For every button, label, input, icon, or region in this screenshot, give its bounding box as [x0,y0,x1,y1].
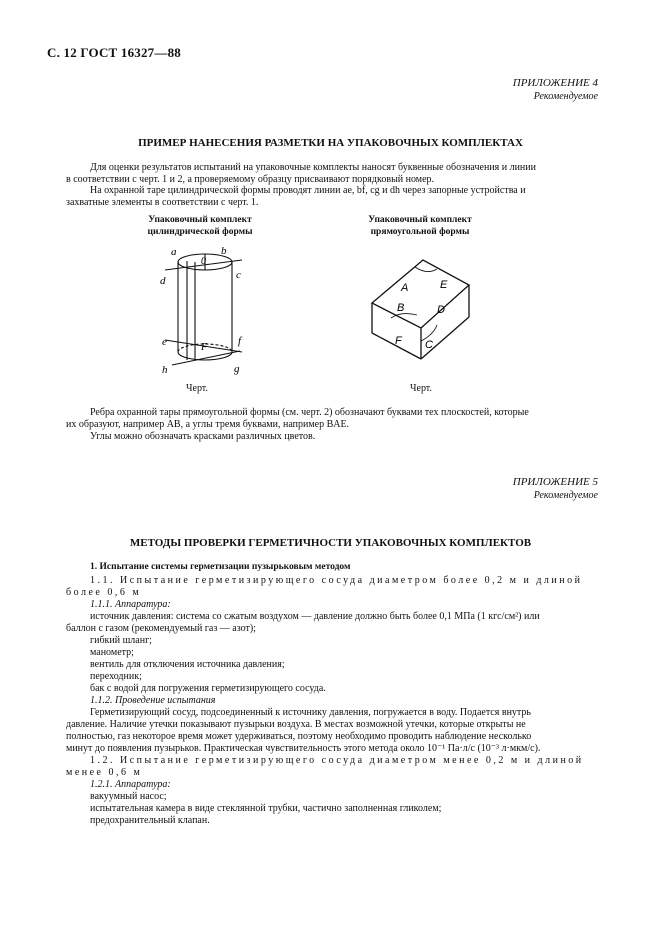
section-1-para-3-line-1: Ребра охранной тары прямоугольной формы (см. черт. 2) обозначают буквами тех плоскостей, которые [90,407,529,418]
label-f: f [238,335,242,347]
appendix-5-title: ПРИЛОЖЕНИЕ 5 [512,476,598,488]
appendix-4-status: Рекомендуемое [533,91,598,102]
equipment-2-line-1: вакуумный насос; [90,791,167,802]
figure-1-caption-line-2: цилиндрической формы [147,227,253,237]
label-E: E [440,279,448,291]
appendix-5-status: Рекомендуемое [533,490,598,501]
section-1-title: ПРИМЕР НАНЕСЕНИЯ РАЗМЕТКИ НА УПАКОВОЧНЫХ КОМПЛЕКТАХ [138,137,523,149]
box-drawing [365,255,480,365]
label-D: D [437,304,445,316]
figure-2-caption-line-2: прямоугольной формы [370,227,470,237]
section-2-heading-1: 1. Испытание системы герметизации пузырьковым методом [90,562,351,572]
equipment-line-5: вентиль для отключения источника давления; [90,659,285,670]
section-1-para-2-line-1: На охранной таре цилиндрической формы проводят линии ae, bf, cg и dh через запорные устройства и [90,185,526,196]
clause-1-1-line-2: более 0,6 м [66,587,142,598]
clause-1-1-1: 1.1.1. Аппаратура: [90,599,171,610]
clause-1-1-line-1: 1.1. Испытание герметизирующего сосуда диаметром более 0,2 м и длиной [90,575,583,586]
label-c: c [236,269,241,281]
procedure-line-1: Герметизирующий сосуд, подсоединенный к источнику давления, погружается в воду. Подается внутрь [90,707,531,718]
section-2-title: МЕТОДЫ ПРОВЕРКИ ГЕРМЕТИЧНОСТИ УПАКОВОЧНЫХ КОМПЛЕКТОВ [129,537,532,549]
clause-1-2-1: 1.2.1. Аппаратура: [90,779,171,790]
figure-2-caption [350,214,490,238]
label-b: b [221,245,227,257]
procedure-line-2: давление. Наличие утечки показывают пузырьки воздуха. В местах возможной утечки, которые открыты не [66,719,526,730]
procedure-line-4: минут до появления пузырьков. Практическая чувствительность этого метода около 10⁻¹ Па·л/с (10⁻³ л·мкм/с). [66,743,541,754]
figure-1-caption-line-1: Упаковочный комплект [148,215,252,225]
figure-2-number: Черт. [410,383,432,394]
label-g: g [234,363,240,375]
label-F2: F [395,335,402,347]
equipment-line-7: бак с водой для погружения герметизирующего сосуда. [90,683,326,694]
label-h: h [162,364,168,376]
equipment-2-line-2: испытательная камера в виде стеклянной трубки, частично заполненная гликолем; [90,803,442,814]
label-e: e [162,336,167,348]
cylinder-drawing [150,240,260,380]
section-1-para-4: Углы можно обозначать красками различных цветов. [90,431,316,442]
label-o: 0 [201,256,206,267]
section-1-para-1-line-1: Для оценки результатов испытаний на упаковочные комплекты наносят буквенные обозначения и линии [90,162,536,173]
label-d: d [160,275,166,287]
label-C: C [425,339,433,351]
clause-1-2-line-2: менее 0,6 м [66,767,143,778]
label-B: B [397,302,405,314]
equipment-line-3: гибкий шланг; [90,635,152,646]
appendix-5-label [513,476,598,502]
procedure-line-3: полностью, газ некоторое время может удерживаться, поэтому необходимо проводить наблюдение несколько [66,731,532,742]
clause-1-1-2: 1.1.2. Проведение испытания [90,695,216,706]
equipment-2-line-3: предохранительный клапан. [90,815,210,826]
section-1-para-3-line-2: их образуют, например AB, а углы тремя буквами, например BAE. [66,419,350,430]
label-A: A [401,282,409,294]
equipment-line-2: баллон с газом (рекомендуемый газ — азот); [66,623,256,634]
appendix-4-label [513,77,598,103]
section-1-para-1-line-2: в соответствии с черт. 1 и 2, а проверяемому образцу присваивают порядковый номер. [66,174,435,185]
label-a: a [171,246,177,258]
appendix-4-title: ПРИЛОЖЕНИЕ 4 [512,77,598,89]
section-1-para-2-line-2: захватные элементы в соответствии с черт. 1. [66,197,259,208]
equipment-line-1: источник давления: система со сжатым воздухом — давление должно быть более 0,1 МПа (1 кгс/см²) или [90,611,540,622]
figure-2-caption-line-1: Упаковочный комплект [368,215,472,225]
page-header: С. 12 ГОСТ 16327—88 [47,45,181,60]
label-F: F [201,342,208,353]
equipment-line-4: манометр; [90,647,134,658]
clause-1-2-line-1: 1.2. Испытание герметизирующего сосуда диаметром менее 0,2 м и длиной [90,755,584,766]
figure-1-caption [130,214,270,238]
figure-1-number: Черт. [186,383,208,394]
equipment-line-6: переходник; [90,671,142,682]
